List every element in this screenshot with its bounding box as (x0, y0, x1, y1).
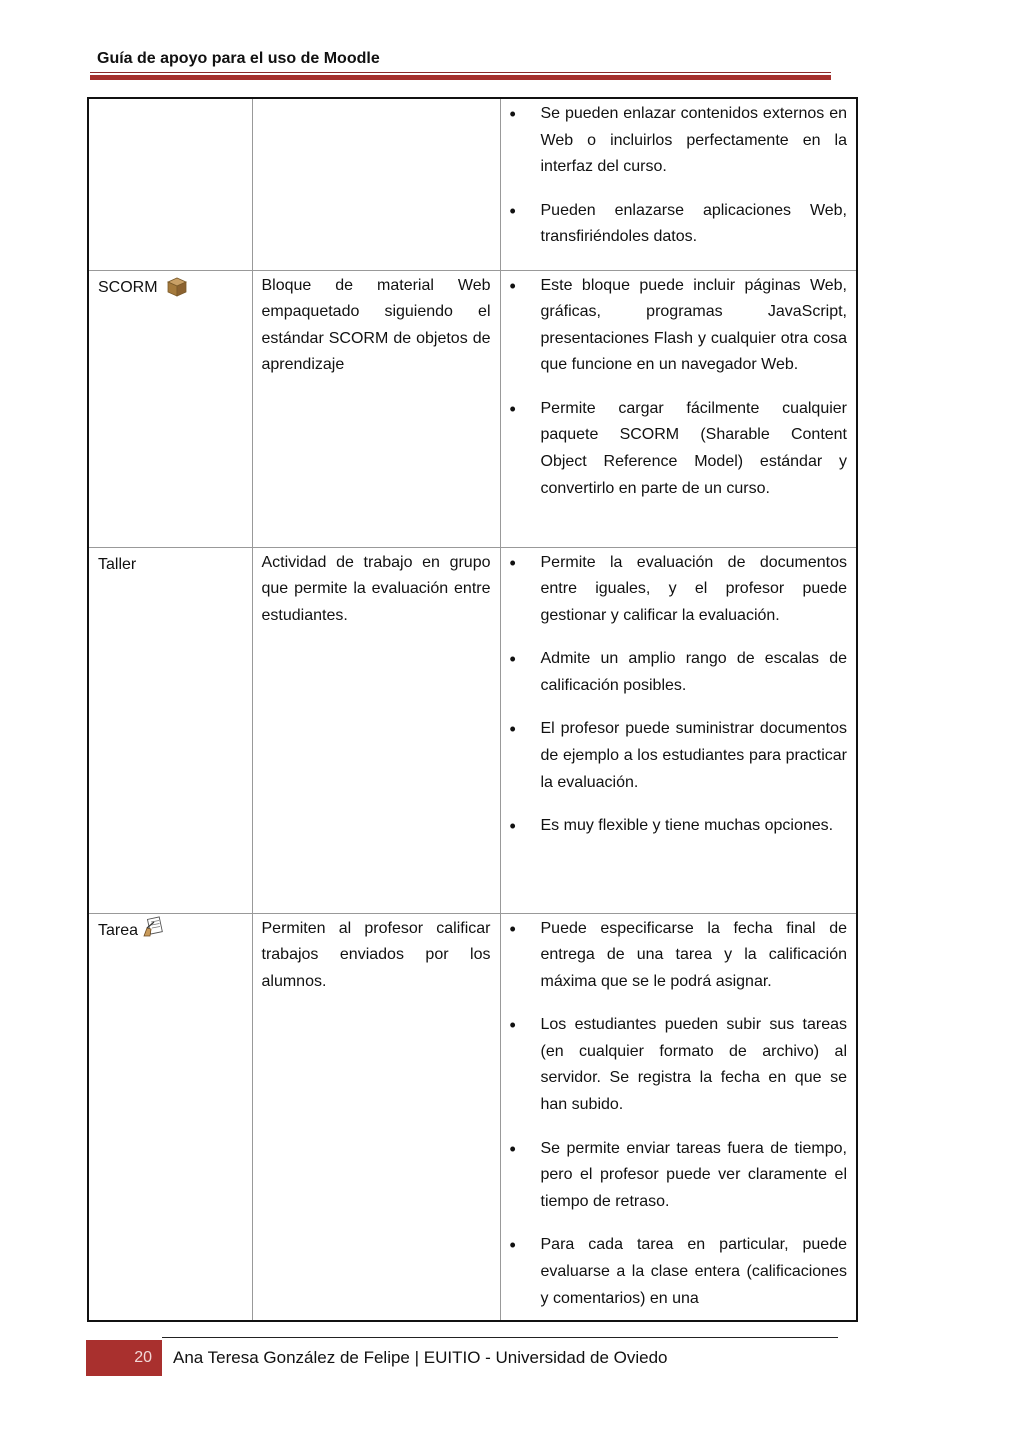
header-rule-accent (90, 75, 831, 80)
list-item: • Es muy flexible y tiene muchas opciones. (501, 813, 848, 840)
activity-description-cell (252, 270, 500, 547)
activity-features-cell (500, 547, 857, 913)
list-item: • Permite cargar fácilmente cualquier paquete SCORM (Sharable Content Object Reference Model) estándar y convertirlo en parte de un curso. (501, 396, 848, 502)
activities-table (87, 97, 858, 1322)
activity-name: Tarea (98, 921, 139, 939)
page-header-title: Guía de apoyo para el uso de Moodle (97, 50, 380, 67)
table-row (88, 270, 857, 547)
activity-description-cell (252, 913, 500, 1321)
table-row (88, 913, 857, 1321)
activity-name-cell (88, 913, 252, 1321)
features-list (501, 550, 848, 840)
table-row (88, 98, 857, 270)
activity-features-cell (500, 913, 857, 1321)
list-item: • Admite un amplio rango de escalas de calificación posibles. (501, 646, 848, 699)
activity-description: Actividad de trabajo en grupo que permite la evaluación entre estudiantes. (261, 553, 491, 624)
activity-description-cell (252, 547, 500, 913)
list-item: • Este bloque puede incluir páginas Web, gráficas, programas JavaScript, presentaciones Flash y cualquier otra cosa que funcione en un navegador Web. (501, 273, 848, 379)
table-row (88, 547, 857, 913)
list-item: • El profesor puede suministrar documentos de ejemplo a los estudiantes para practicar la evaluación. (501, 716, 848, 796)
assignment-icon (142, 916, 164, 948)
list-item: • Se permite enviar tareas fuera de tiempo, pero el profesor puede ver claramente el tiempo de retraso. (501, 1136, 848, 1216)
list-item: • Los estudiantes pueden subir sus tareas (en cualquier formato de archivo) al servidor. Se registra la fecha en que se han subido. (501, 1012, 848, 1118)
list-item: • Permite la evaluación de documentos entre iguales, y el profesor puede gestionar y calificar la evaluación. (501, 550, 848, 630)
activity-name-cell (88, 270, 252, 547)
list-item: • Para cada tarea en particular, puede evaluarse a la clase entera (calificaciones y comentarios) en una (501, 1232, 848, 1312)
activity-features-cell (500, 98, 857, 270)
features-list (501, 101, 848, 251)
activity-features-cell (500, 270, 857, 547)
header-rule (90, 72, 831, 73)
package-icon (166, 277, 188, 307)
activity-name-cell (88, 98, 252, 270)
activity-description-cell (252, 98, 500, 270)
footer-author: Ana Teresa González de Felipe | EUITIO - Universidad de Oviedo (173, 1348, 668, 1367)
activity-name: SCORM (98, 278, 158, 296)
list-item: • Se pueden enlazar contenidos externos en Web o incluirlos perfectamente en la interfaz del curso. (501, 101, 848, 181)
activity-name: Taller (98, 555, 137, 573)
features-list (501, 916, 848, 1313)
footer-rule (162, 1337, 838, 1338)
list-item: • Puede especificarse la fecha final de entrega de una tarea y la calificación máxima que se le podrá asignar. (501, 916, 848, 996)
features-list (501, 273, 848, 503)
list-item: • Pueden enlazarse aplicaciones Web, transfiriéndoles datos. (501, 198, 848, 251)
page-number: 20 (86, 1340, 162, 1376)
activity-description: Bloque de material Web empaquetado siguiendo el estándar SCORM de objetos de aprendizaje (261, 276, 491, 374)
activity-description: Permiten al profesor calificar trabajos enviados por los alumnos. (261, 919, 491, 990)
activity-name-cell (88, 547, 252, 913)
